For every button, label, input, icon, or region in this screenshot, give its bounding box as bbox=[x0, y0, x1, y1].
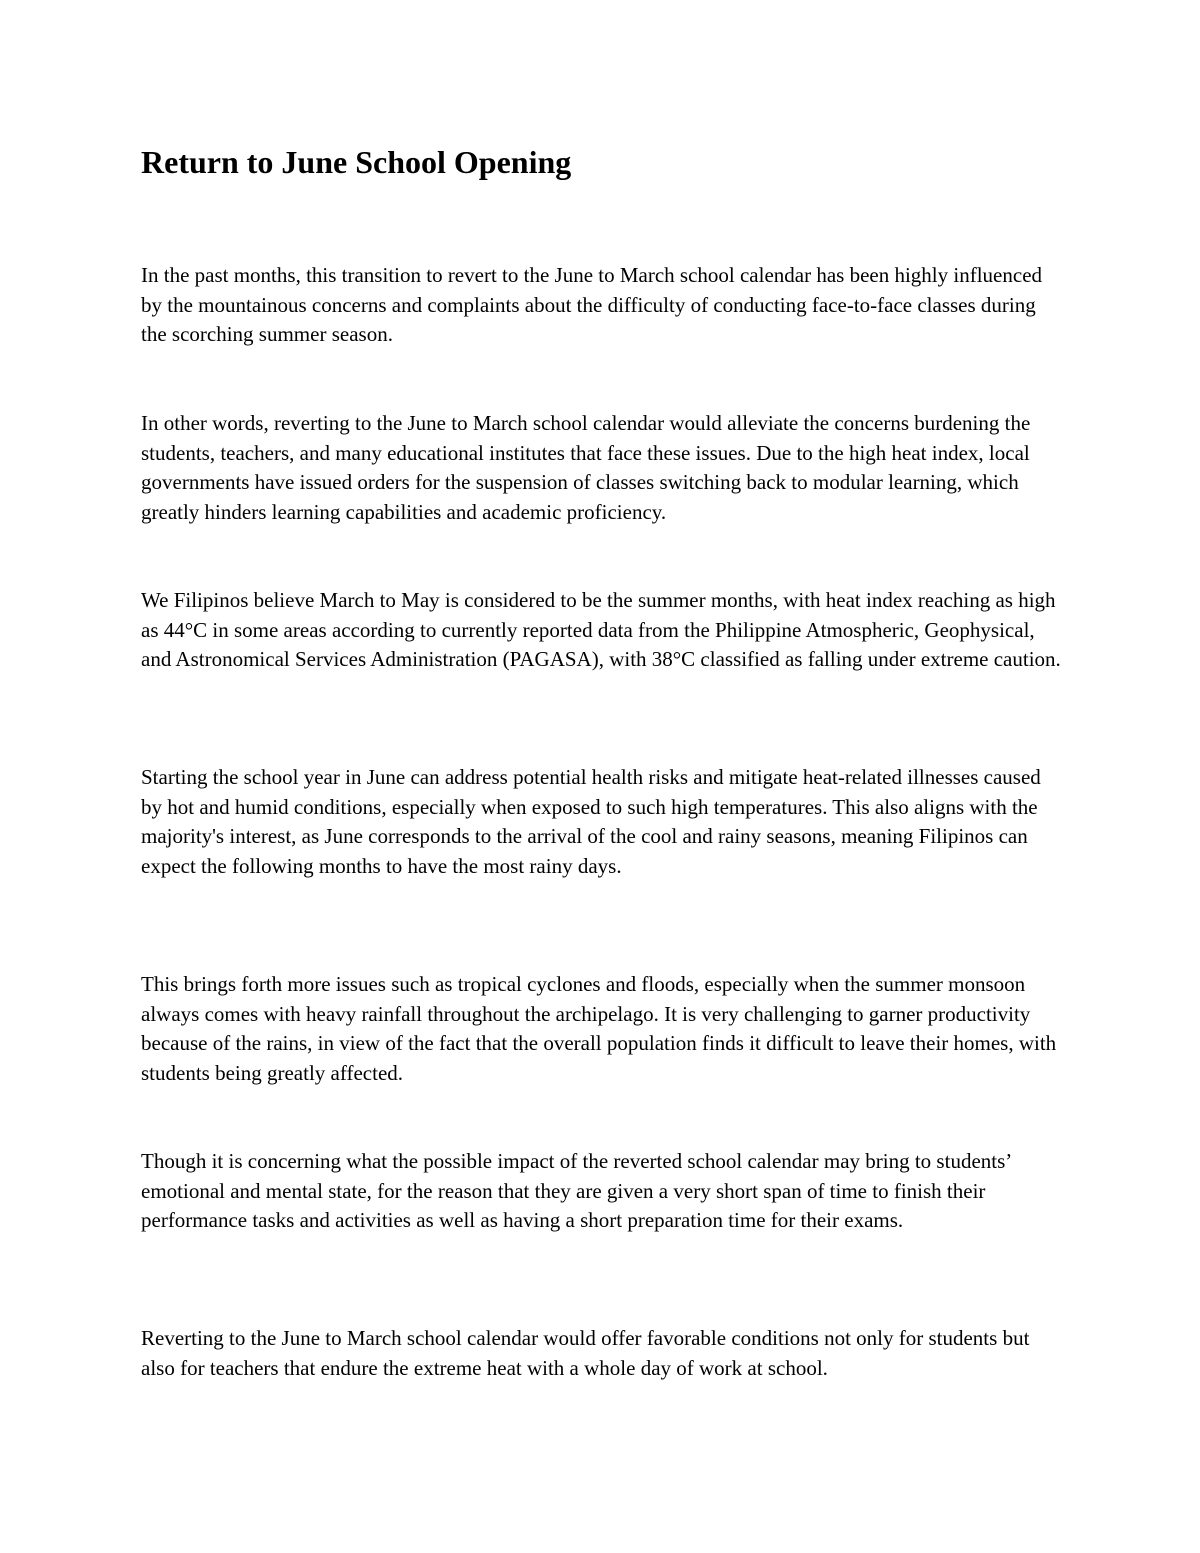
document-title: Return to June School Opening bbox=[141, 144, 572, 180]
paragraph-3: We Filipinos believe March to May is considered to be the summer months, with heat index reaching as high as 44°C in some areas according to currently reported data from the Philippine Atmospheric, Geophysical, and Astronomical Services Administration (PAGASA), with 38°C classified as falling under extreme caution. bbox=[141, 588, 1061, 671]
paragraph-2: In other words, reverting to the June to March school calendar would alleviate the concerns burdening the students, teachers, and many educational institutes that face these issues. Due to the high heat index, local governments have issued orders for the suspension of classes switching back to modular learning, which greatly hinders learning capabilities and academic proficiency. bbox=[141, 411, 1031, 524]
paragraph-7: Reverting to the June to March school calendar would offer favorable conditions not only for students but also for teachers that endure the extreme heat with a whole day of work at school. bbox=[141, 1326, 1030, 1380]
paragraph-1: In the past months, this transition to revert to the June to March school calendar has been highly influenced by the mountainous concerns and complaints about the difficulty of conducting face-to-face classes during the scorching summer season. bbox=[141, 263, 1043, 346]
paragraph-6: Though it is concerning what the possible impact of the reverted school calendar may bring to students’ emotional and mental state, for the reason that they are given a very short span of time to finish their performance tasks and activities as well as having a short preparation time for their exams. bbox=[141, 1149, 1011, 1232]
paragraph-4: Starting the school year in June can address potential health risks and mitigate heat-related illnesses caused by hot and humid conditions, especially when exposed to such high temperatures. This also aligns with the majority's interest, as June corresponds to the arrival of the cool and rainy seasons, meaning Filipinos can expect the following months to have the most rainy days. bbox=[141, 765, 1041, 878]
paragraph-5: This brings forth more issues such as tropical cyclones and floods, especially when the summer monsoon always comes with heavy rainfall throughout the archipelago. It is very challenging to garner productivity because of the rains, in view of the fact that the overall population finds it difficult to leave their homes, with students being greatly affected. bbox=[141, 972, 1057, 1085]
